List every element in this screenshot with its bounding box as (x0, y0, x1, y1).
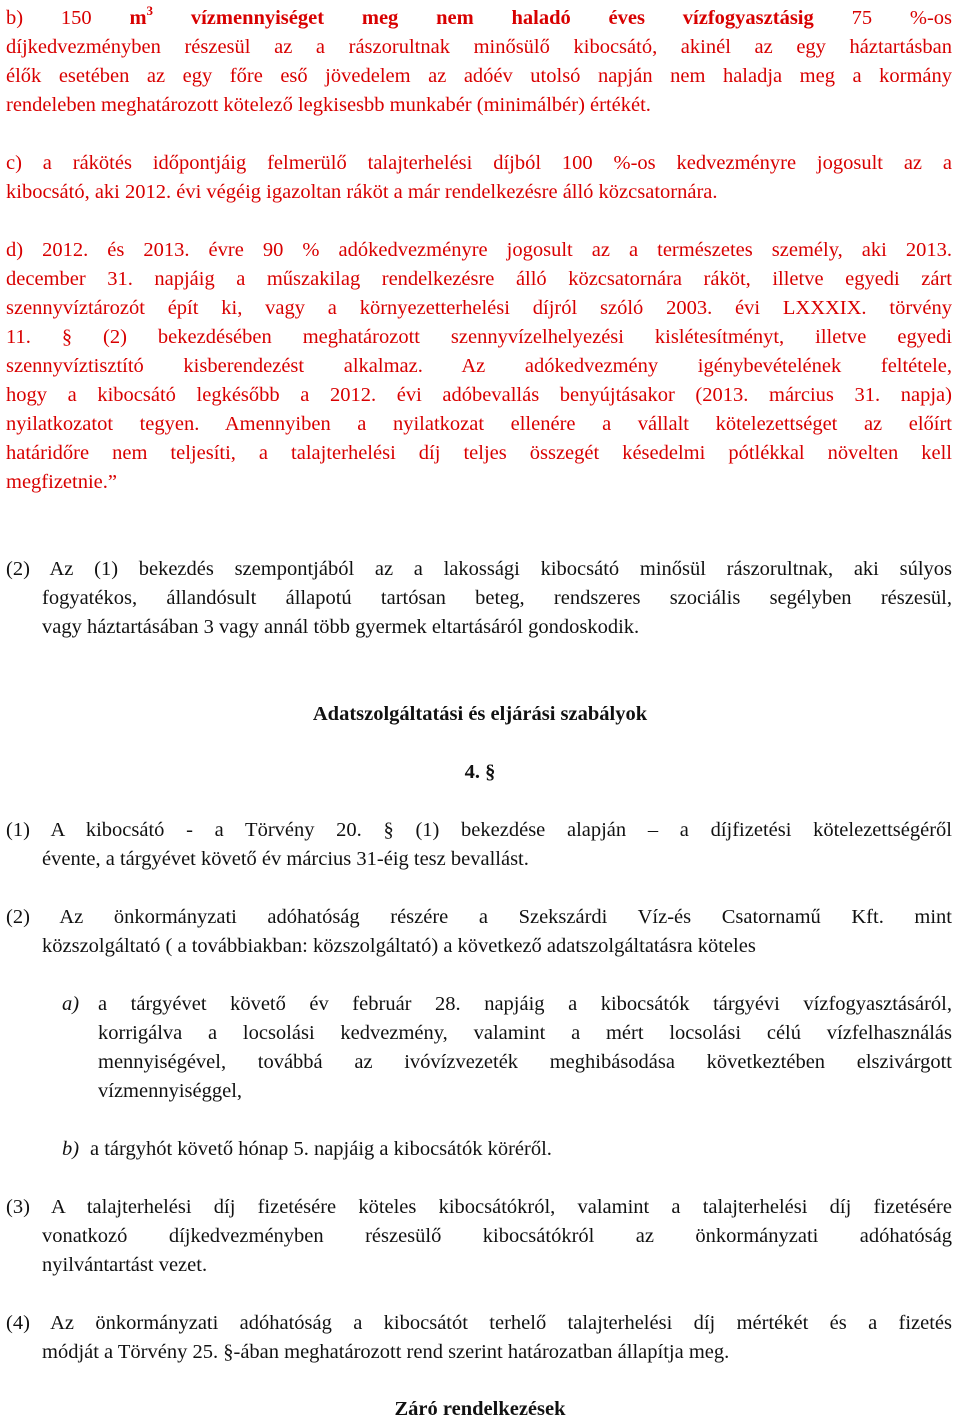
point-b-line-3: élők esetében az egy főre eső jövedelem az adóév utolsó napján nem haladja meg a kormány (6, 65, 952, 87)
paragraph-2-line-3: vagy háztartásában 3 vagy annál több gyermek eltartásáról gondoskodik. (42, 616, 640, 638)
item-a-line-3: mennyiségével, továbbá az ivóvízvezeték meghibásodása következtében elszivárgott (98, 1051, 952, 1073)
section-4-paragraph-2-line-1: (2) Az önkormányzati adóhatóság részére a Szekszárdi Víz-és Csatornamű Kft. mint (6, 906, 952, 928)
point-d-line-7: nyilatkozatot tegyen. Amennyiben a nyilatkozat ellenére a vállalt kötelezettséget az előírt (6, 413, 952, 435)
section-4-paragraph-3-line-2: vonatkozó díjkedvezményben részesülő kibocsátókról az önkormányzati adóhatóság (42, 1225, 952, 1247)
point-d-line-2: december 31. napjáig a műszakilag rendelkezésre álló közcsatornára ráköt, illetve egyedi zárt (6, 268, 952, 290)
section-4-paragraph-4-line-1: (4) Az önkormányzati adóhatóság a kibocsátót terhelő talajterhelési díj mértékét és a fizetés (6, 1312, 952, 1334)
item-a-line-4: vízmennyiséggel, (98, 1080, 243, 1102)
point-d-line-8: határidőre nem teljesíti, a talajterhelési díj teljes összegét késedelmi pótlékkal növelten kell (6, 442, 952, 464)
point-c-line-2: kibocsátó, aki 2012. évi végéig igazoltan ráköt a már rendelkezésre álló közcsatornára. (6, 181, 718, 203)
point-b-line-2: díjkedvezményben részesül az a rászorultnak minősülő kibocsátó, akinél az egy háztartásban (6, 36, 952, 58)
closing-heading: Záró rendelkezések (394, 1398, 566, 1420)
section-4-paragraph-1-line-2: évente, a tárgyévet követő év március 31-éig tesz bevallást. (42, 848, 529, 870)
item-a-label: a) (62, 993, 80, 1015)
paragraph-2-line-2: fogyatékos, állandósult állapotú tartósan beteg, rendszeres szociális segélyben részesül, (42, 587, 952, 609)
point-b-line-4: rendeleben meghatározott kötelező legkisesbb munkabér (minimálbér) értékét. (6, 94, 651, 116)
point-b-line-1: b) 150 $m^3$ vízmennyiséget meg nem haladó éves vízfogyasztásig 75 %-os (6, 3, 953, 29)
item-b-line-1: a tárgyhót követő hónap 5. napjáig a kibocsátók köréről. (90, 1138, 552, 1160)
point-d-line-4: 11. § (2) bekezdésében meghatározott szennyvízelhelyezési kislétesítményt, illetve egyedi (6, 326, 952, 348)
section-number: 4. § (464, 761, 496, 783)
paragraph-2-line-1: (2) Az (1) bekezdés szempontjából az a lakossági kibocsátó minősül rászorultnak, aki súlyos (6, 558, 952, 580)
section-4-paragraph-2-line-2: közszolgáltató ( a továbbiakban: közszolgáltató) a következő adatszolgáltatásra köteles (42, 935, 756, 957)
item-b-label: b) (62, 1138, 80, 1160)
point-d-line-6: hogy a kibocsátó legkésőbb a 2012. évi adóbevallás benyújtásakor (2013. március 31. napja) (6, 384, 952, 406)
section-4-paragraph-4-line-2: módját a Törvény 25. §-ában meghatározott rend szerint határozatban állapítja meg. (42, 1341, 730, 1363)
section-heading: Adatszolgáltatási és eljárási szabályok (312, 703, 648, 725)
point-d-line-9: megfizetnie.” (6, 471, 117, 493)
point-d-line-1: d) 2012. és 2013. évre 90 % adókedvezményre jogosult az a természetes személy, aki 2013. (6, 239, 952, 261)
item-a-line-2: korrigálva a locsolási kedvezmény, valamint a mért locsolási célú vízfelhasználás (98, 1022, 952, 1044)
point-d-line-3: szennyvíztározót épít ki, vagy a környezetterhelési díjról szóló 2003. évi LXXXIX. törvény (6, 297, 952, 319)
section-4-paragraph-1-line-1: (1) A kibocsátó - a Törvény 20. § (1) bekezdése alapján – a díjfizetési kötelezettségéről (6, 819, 952, 841)
section-4-paragraph-3-line-1: (3) A talajterhelési díj fizetésére köteles kibocsátókról, valamint a talajterhelési díj fizetésére (6, 1196, 952, 1218)
item-a-line-1: a tárgyévet követő év február 28. napjáig a kibocsátók tárgyévi vízfogyasztásáról, (98, 993, 952, 1015)
point-d-line-5: szennyvíztisztító kisberendezést alkalmaz. Az adókedvezmény igénybevételének feltétele, (6, 355, 952, 377)
point-c-line-1: c) a rákötés időpontjáig felmerülő talajterhelési díjból 100 %-os kedvezményre jogosult az a (6, 152, 952, 174)
section-4-paragraph-3-line-3: nyilvántartást vezet. (42, 1254, 208, 1276)
